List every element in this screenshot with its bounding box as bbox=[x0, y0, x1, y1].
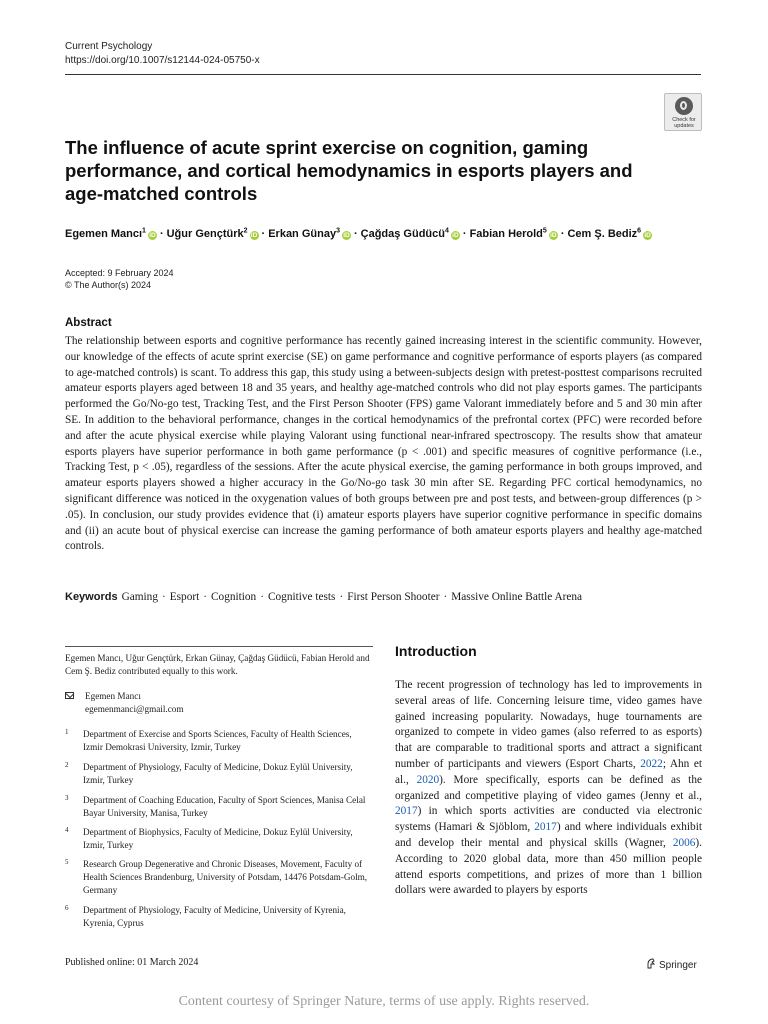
citation-link[interactable]: 2017 bbox=[395, 805, 418, 818]
keywords bbox=[65, 591, 705, 603]
author-list bbox=[65, 227, 715, 240]
orcid-icon[interactable]: iD bbox=[644, 231, 651, 239]
abstract-text: The relationship between esports and cognitive performance has recently gained increasing interest in the scientific community. However, our knowledge of the effects of acute sprint exercise (SE) on game performance and cognitive performance of esports players (as compared to age-matched controls) is scant. To address this gap, this study using a between-subjects design with pretest-posttest comparisons recruited amateur esports players aged between 18 and 35 years, and healthy age-matched controls who did not play esports games. The participants performed the Go/No-go test, Tracking Test, and the First Person Shooter (FPS) game Valorant immediately before and 5 and 30 min after SE. In addition to the behavioral performance, changes in the cortical hemodynamics of the prefrontal cortex (PFC) were recorded before and after the acute physical exercise while playing Valorant using functional near-infrared spectroscopy. The results show that amateur esports players have superior performance in both game performance (p < .001) and specific measures of cognitive performance (i.e., Tracking Test, p < .05), regardless of the sessions. After the acute physical exercise, the gaming performance in both groups improved, and amateur esports players showed a higher accuracy in the Go/No-go task 30 min after SE. Regarding PFC cortical hemodynamics, no significant difference was noticed in the oxygenation values of both groups between pre and post tests, and between-group differences (p > .05). In conclusion, our study provides evidence that (i) amateur esports players have superior cognitive performance in specific domains and (ii) an acute bout of physical exercise can increase the gaming performance of both amateur esports players and healthy age-matched controls. bbox=[65, 335, 702, 553]
keyword-separator: · bbox=[443, 591, 448, 603]
introduction-text-segment: ; Ahn et al., bbox=[395, 757, 702, 786]
equal-contribution-note: Egemen Mancı, Uğur Gençtürk, Erkan Günay, Çağdaş Güdücü, Fabian Herold and Cem Ş. Bediz contributed equally to this work. bbox=[65, 653, 370, 676]
author-name[interactable] bbox=[361, 228, 460, 240]
orcid-icon[interactable]: iD bbox=[343, 231, 350, 239]
check-updates-icon bbox=[675, 97, 693, 115]
author-name[interactable] bbox=[268, 228, 351, 240]
affiliation-text: Department of Biophysics, Faculty of Medicine, Dokuz Eylül University, Izmir, Turkey bbox=[83, 827, 353, 850]
introduction-text-segment: ) and where individuals exhibit and develop their mental and physical skills (Wagner, bbox=[395, 821, 702, 849]
published-online: Published online: 01 March 2024 bbox=[65, 957, 199, 968]
corresponding-name: Egemen Mancı bbox=[85, 691, 141, 701]
author-name[interactable] bbox=[65, 228, 157, 240]
keyword-item: First Person Shooter bbox=[347, 591, 440, 603]
orcid-icon[interactable]: iD bbox=[149, 231, 156, 239]
citation-link[interactable]: 2006 bbox=[672, 836, 696, 849]
affiliation-number: 2 bbox=[65, 761, 69, 769]
author-affiliation-number: 3 bbox=[336, 227, 340, 234]
keyword-item: Gaming bbox=[121, 591, 158, 603]
springer-horse-icon bbox=[646, 958, 656, 969]
author-separator: · bbox=[159, 227, 164, 240]
author-separator: · bbox=[560, 227, 565, 240]
author-name-text: Cem Ş. Bediz bbox=[567, 227, 638, 240]
publisher-name: Springer bbox=[659, 960, 697, 971]
envelope-icon bbox=[65, 692, 74, 699]
author-name-text: Fabian Herold bbox=[469, 227, 543, 240]
author-affiliation-number: 5 bbox=[542, 227, 547, 234]
citation-link[interactable]: 2020 bbox=[416, 773, 440, 786]
keyword-separator: · bbox=[161, 591, 166, 603]
author-separator: · bbox=[353, 227, 358, 240]
author-affiliation-number: 1 bbox=[142, 227, 146, 234]
keyword-item: Cognition bbox=[211, 591, 257, 603]
author-name-text: Uğur Gençtürk bbox=[166, 227, 244, 240]
affiliation-number: 6 bbox=[65, 904, 69, 912]
author-name[interactable] bbox=[167, 228, 259, 240]
keyword-separator: · bbox=[203, 591, 208, 603]
accepted-date: Accepted: 9 February 2024 bbox=[65, 268, 174, 278]
introduction-heading: Introduction bbox=[395, 643, 477, 659]
affiliation-number: 4 bbox=[65, 826, 69, 834]
corresponding-email[interactable]: egemenmanci@gmail.com bbox=[85, 704, 184, 714]
check-updates-line1: Check for bbox=[672, 117, 696, 123]
author-name-text: Egemen Mancı bbox=[65, 227, 143, 240]
author-separator: · bbox=[261, 227, 266, 240]
header-divider bbox=[65, 74, 701, 75]
article-title: The influence of acute sprint exercise on cognition, gaming performance, and cortical hemodynamics in esports players and age-matched controls bbox=[65, 137, 633, 204]
keyword-separator: · bbox=[260, 591, 264, 603]
affiliation-number: 5 bbox=[65, 858, 69, 866]
author-name-text: Çağdaş Güdücü bbox=[360, 227, 445, 240]
affiliation-number: 3 bbox=[65, 794, 69, 802]
introduction-text-segment: The recent progression of technology has led to improvements in several areas of life. Concerning leisure time, video games have gained increasing popularity. Nowadays, huge tournaments are organized to compete in video games (also referred to as esports) that are comparable to traditional sports and attract a significant number of participants and viewers (Esport Charts, bbox=[395, 679, 702, 770]
check-for-updates-badge[interactable] bbox=[664, 93, 702, 131]
publisher-logo[interactable] bbox=[646, 958, 697, 971]
keyword-separator: · bbox=[339, 591, 344, 603]
author-name[interactable] bbox=[567, 228, 652, 240]
author-name-text: Erkan Günay bbox=[268, 227, 337, 240]
citation-link[interactable]: 2022 bbox=[640, 757, 663, 770]
keyword-item: Esport bbox=[169, 591, 200, 603]
copyright-notice: © The Author(s) 2024 bbox=[65, 280, 152, 290]
introduction-text bbox=[395, 678, 702, 899]
affiliation-text: Department of Exercise and Sports Sciences, Faculty of Health Sciences, Izmir Demokrasi University, Izmir, Turkey bbox=[83, 729, 352, 752]
orcid-icon[interactable]: iD bbox=[550, 231, 557, 239]
footnote-divider bbox=[65, 646, 373, 647]
citation-link[interactable]: 2017 bbox=[534, 821, 557, 834]
affiliation-text: Department of Physiology, Faculty of Medicine, Dokuz Eylül University, Izmir, Turkey bbox=[83, 762, 353, 785]
courtesy-notice: Content courtesy of Springer Nature, terms of use apply. Rights reserved. bbox=[178, 994, 590, 1009]
introduction-text-segment: ). According to 2020 global data, more than 450 million people attend esports competitions, and prizes of more than 1 billion dollars were awarded to players by esports bbox=[395, 836, 702, 897]
keyword-item: Cognitive tests bbox=[267, 591, 336, 603]
introduction-text-segment: ) in which sports activities are conducted via electronic systems (Hamari & Sjöblom, bbox=[395, 805, 702, 834]
author-name[interactable] bbox=[470, 228, 558, 240]
check-updates-line2: updates bbox=[674, 123, 694, 129]
keywords-label: Keywords bbox=[65, 591, 118, 603]
orcid-icon[interactable]: iD bbox=[250, 231, 258, 239]
affiliation-text: Department of Coaching Education, Faculty of Sport Sciences, Manisa Celal Bayar University, Manisa, Turkey bbox=[83, 795, 366, 818]
journal-name[interactable]: Current Psychology bbox=[65, 41, 153, 52]
keyword-item: Massive Online Battle Arena bbox=[451, 591, 583, 603]
author-affiliation-number: 2 bbox=[243, 227, 248, 234]
affiliation-text: Department of Physiology, Faculty of Medicine, University of Kyrenia, Kyrenia, Cyprus bbox=[83, 905, 346, 928]
orcid-icon[interactable]: iD bbox=[452, 231, 459, 239]
affiliation-text: Research Group Degenerative and Chronic Diseases, Movement, Faculty of Health Sciences Brandenburg, University of Potsdam, 14476 Potsdam-Golm, Germany bbox=[83, 859, 368, 895]
introduction-text-segment: ). More specifically, esports can be defined as the organized and competitive playing of video games (Jenny et al., bbox=[395, 773, 702, 802]
author-affiliation-number: 6 bbox=[637, 227, 642, 234]
author-affiliation-number: 4 bbox=[444, 227, 449, 234]
doi-link[interactable]: https://doi.org/10.1007/s12144-024-05750-x bbox=[65, 55, 260, 66]
author-separator: · bbox=[462, 227, 467, 240]
affiliation-number: 1 bbox=[65, 728, 69, 736]
abstract-heading: Abstract bbox=[65, 317, 112, 329]
